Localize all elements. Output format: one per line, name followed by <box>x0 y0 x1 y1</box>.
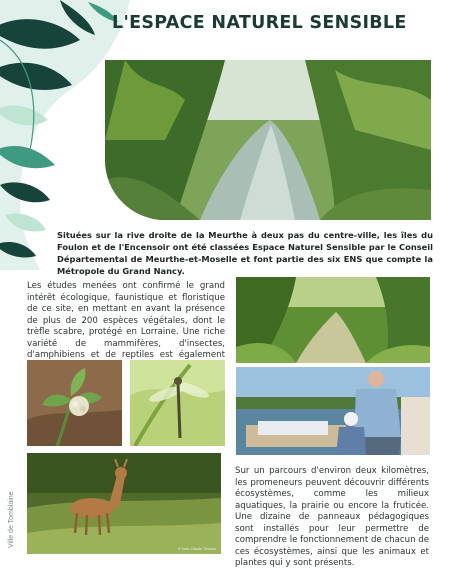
dragonfly-photo <box>130 360 225 446</box>
page-title: L'ESPACE NATUREL SENSIBLE <box>112 13 407 33</box>
intro-text: Situées sur la rive droite de la Meurthe à deux pas du centre-ville, les îles du Foulon et de l'Encensoir ont été classées Espace Naturel Sensible par le Conseil Départemental de Meurthe-et-Moselle et font partie des six ENS que compte la Métropole du Grand Nancy. <box>57 230 433 276</box>
side-credit: Ville de Tomblaine <box>8 491 15 548</box>
meadow-path-photo <box>236 277 430 363</box>
deer-photo <box>27 453 221 554</box>
photo-credit: © Jean-Claude Thomas <box>178 547 216 551</box>
clover-flower-photo <box>27 360 122 446</box>
studies-paragraph: Les études menées ont confirmé le grand intérêt écologique, faunistique et floristique de ce site, en mettant en avant la présence de plus de 200 espèces végétales, dont le trèfle scabre, protégé en Lorraine. Une riche variété de mammifères, d'insectes, d'amphibiens et de reptiles est également <box>27 281 225 360</box>
trail-paragraph: Sur un parcours d'environ deux kilomètres, les promeneurs peuvent découvrir différents écosystèmes, comme les milieux aquatiques, la prairie ou encore la fruticée. Une dizaine de panneaux pédagogiques sont installés pour leur permettre de comprendre le fonctionnement de chacun de ces écosystèmes, ainsi que les animaux et plantes qui y sont présents. <box>235 466 429 568</box>
panel-visitors-photo <box>236 367 430 455</box>
river-photo <box>105 60 431 220</box>
